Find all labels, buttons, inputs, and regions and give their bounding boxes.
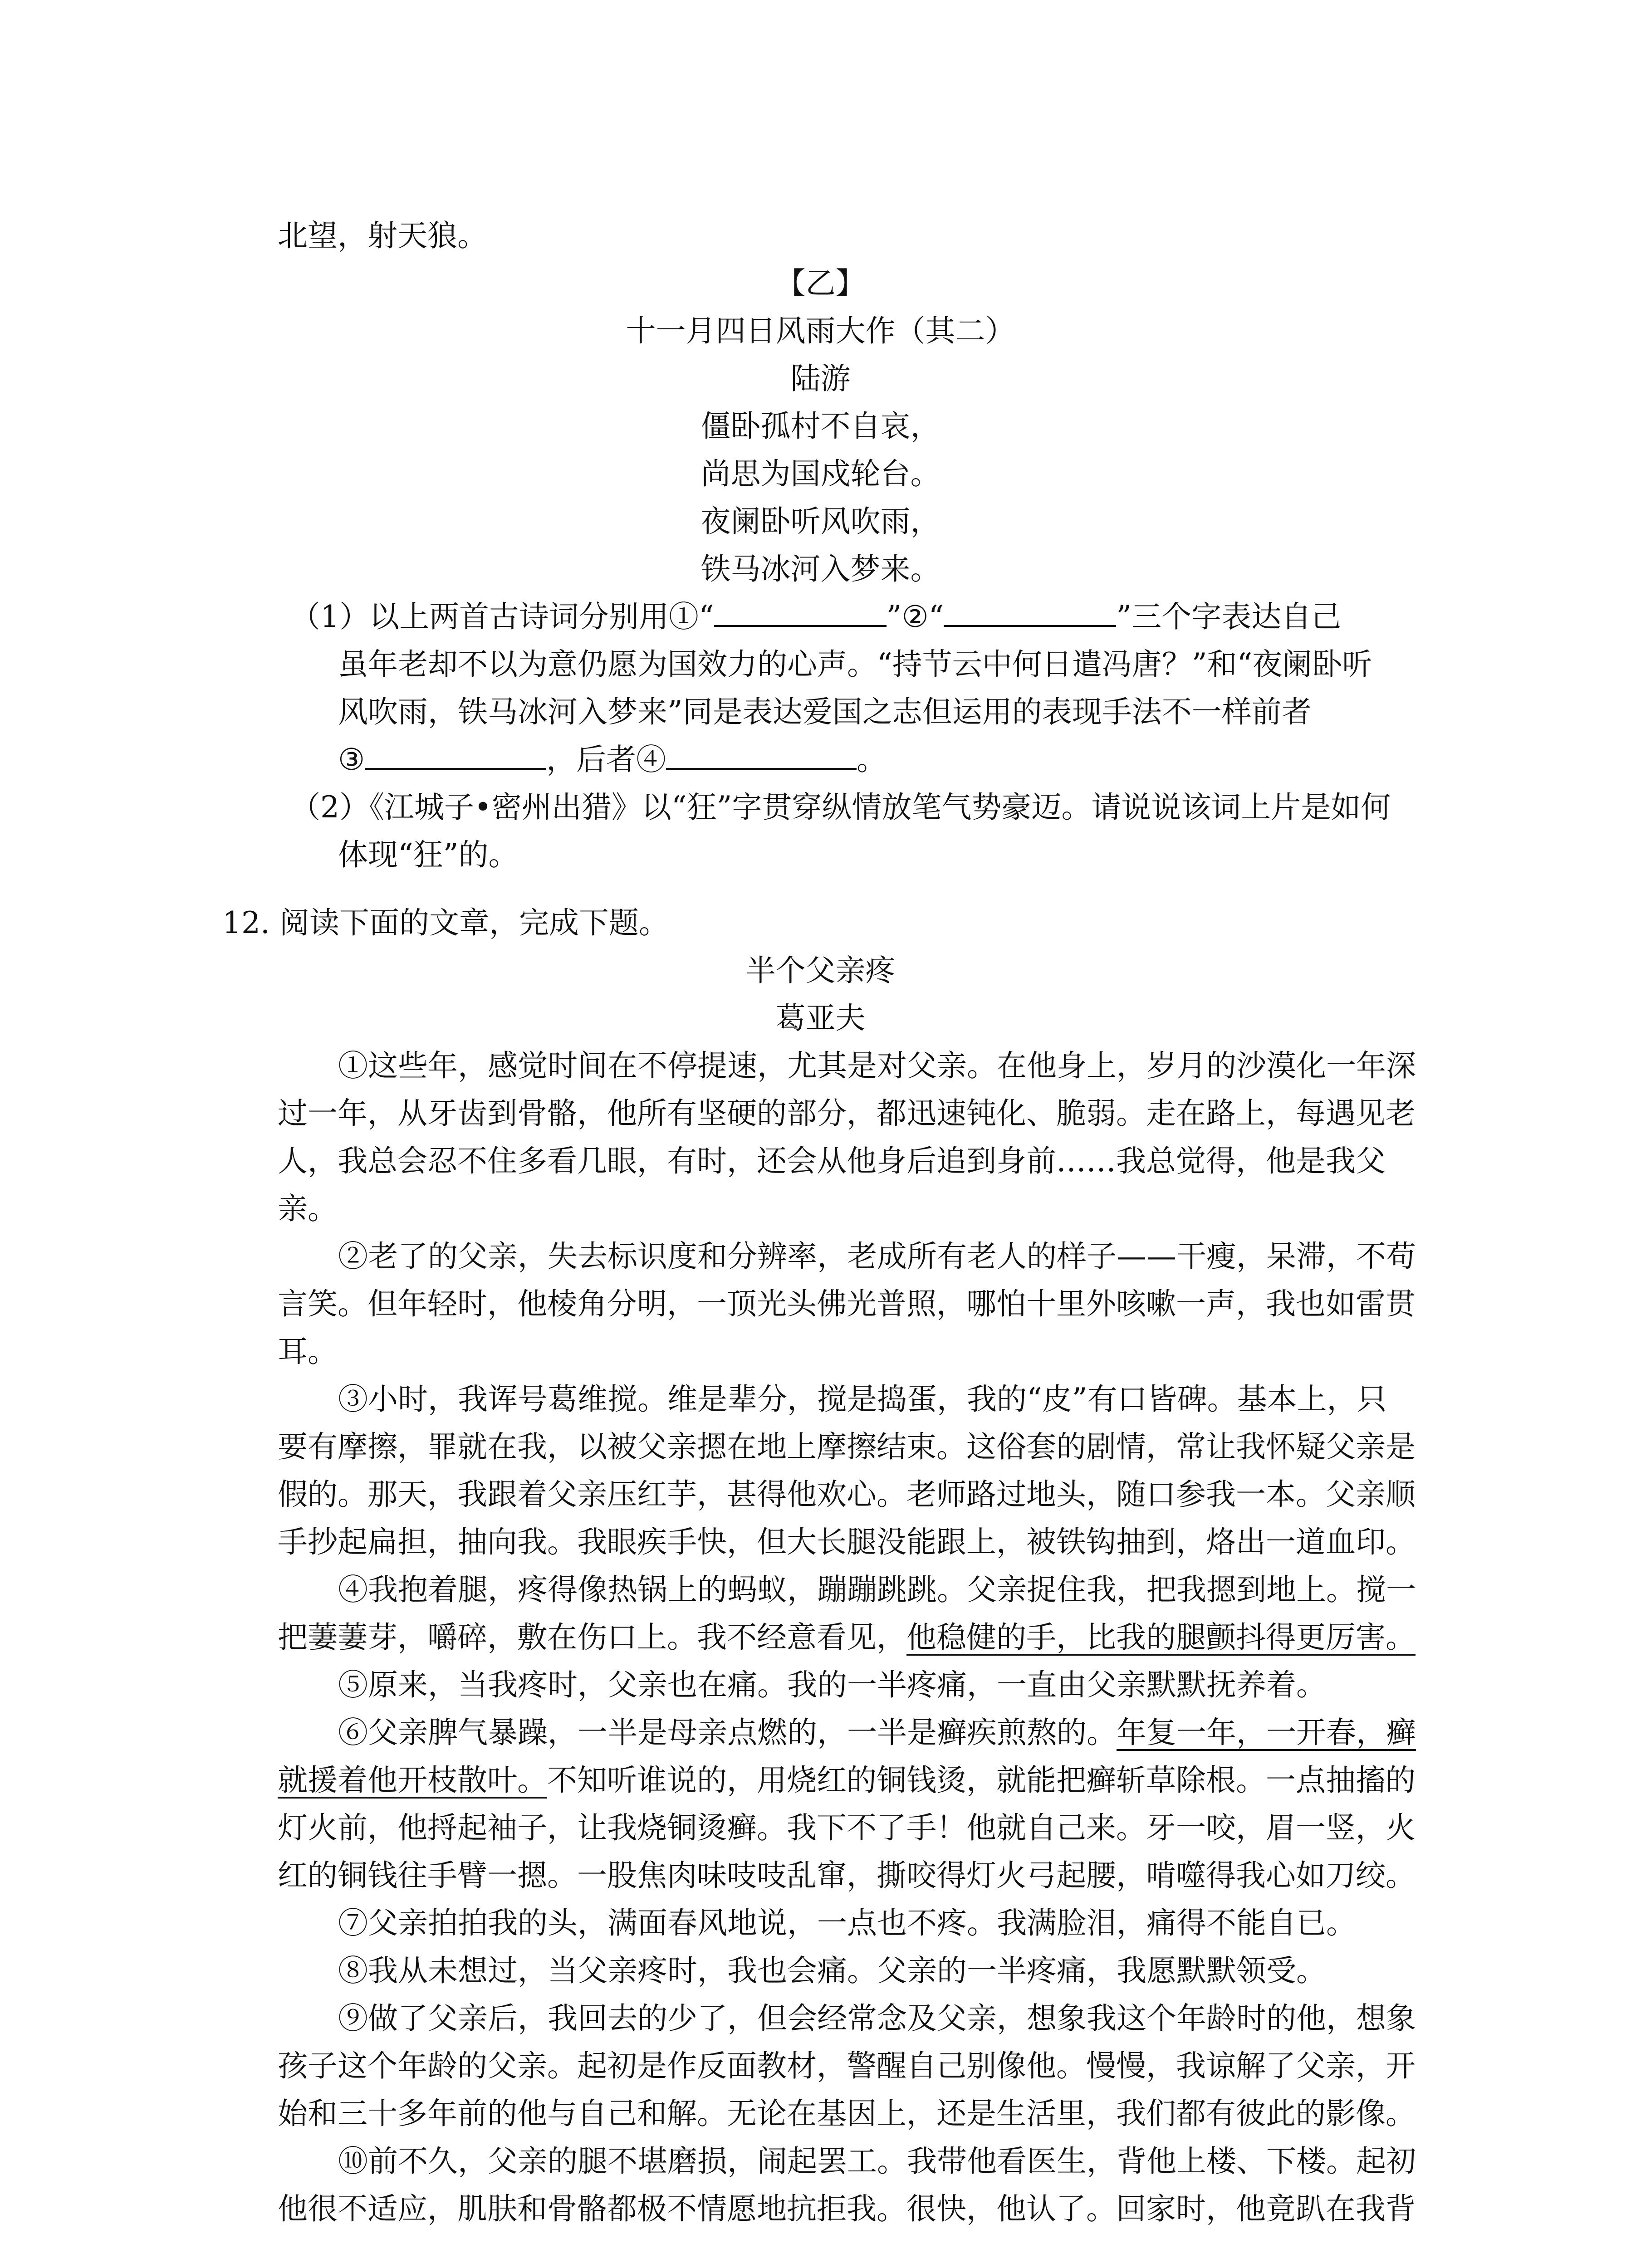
para-2-line-1: ②老了的父亲，失去标识度和分辨率，老成所有老人的样子——干瘦，呆滞，不苟	[338, 1239, 1416, 1274]
poem-jia-tail: 北望，射天狼。	[278, 218, 487, 253]
para-2-line-2: 言笑。但年轻时，他棱角分明，一顶光头佛光普照，哪怕十里外咳嗽一声，我也如雷贯	[278, 1286, 1416, 1321]
underlined-sentence-2b: 就援着他开枝散叶。	[278, 1763, 547, 1798]
q11-sub2-line-2: 体现“狂”的。	[338, 837, 519, 872]
para-6-line-2: 就援着他开枝散叶。不知听谁说的，用烧红的铜钱烫，就能把癣斩草除根。一点抽搐的	[278, 1763, 1416, 1798]
answer-blank-4[interactable]	[666, 737, 857, 770]
q11-sub2-line-1: （2）《江城子•密州出猎》以“狂”字贯穿纵情放笔气势豪迈。请说说该词上片是如何	[290, 790, 1391, 825]
para-3-line-3: 假的。那天，我跟着父亲压红芋，甚得他欢心。老师路过地头，随口参我一本。父亲顺	[278, 1477, 1416, 1512]
poem-yi-line-4: 铁马冰河入梦来。	[700, 552, 941, 587]
q11-sub2-number: （2）	[290, 790, 369, 825]
poem-yi-line-1: 僵卧孤村不自哀，	[700, 409, 941, 444]
para-1-line-1: ①这些年，感觉时间在不停提速，尤其是对父亲。在他身上，岁月的沙漠化一年深	[338, 1048, 1416, 1083]
para-1-line-3: 人，我总会忍不住多看几眼，有时，还会从他身后追到身前……我总觉得，他是我父	[278, 1144, 1386, 1178]
para-1-line-4: 亲。	[278, 1191, 338, 1226]
answer-blank-1[interactable]	[714, 594, 887, 627]
underlined-sentence-1: 他稳健的手，比我的腿颤抖得更厉害。	[906, 1620, 1416, 1655]
para-3-line-1: ③小时，我诨号葛维搅。维是辈分，搅是捣蛋，我的“皮”有口皆碑。基本上，只	[338, 1382, 1387, 1417]
para-10-line-1: ⑩前不久，父亲的腿不堪磨损，闹起罢工。我带他看医生，背他上楼、下楼。起初	[338, 2144, 1416, 2179]
poem-yi-author: 陆游	[790, 361, 851, 396]
poem-yi-marker: 【乙】	[775, 266, 866, 301]
para-3-line-2: 要有摩擦，罪就在我，以被父亲摁在地上摩擦结束。这俗套的剧情，常让我怀疑父亲是	[278, 1429, 1416, 1464]
poem-yi-title: 十一月四日风雨大作（其二）	[626, 313, 1015, 348]
q11-sub1-line-4: ③ ，后者④ 。	[338, 737, 887, 782]
poem-yi-line-3: 夜阑卧听风吹雨，	[700, 504, 941, 539]
article-title: 半个父亲疼	[745, 953, 896, 988]
answer-blank-3[interactable]	[365, 737, 546, 770]
answer-blank-2[interactable]	[944, 594, 1116, 627]
para-4-line-2: 把萋萋芽，嚼碎，敷在伤口上。我不经意看见，他稳健的手，比我的腿颤抖得更厉害。	[278, 1620, 1416, 1655]
para-6-line-3: 灯火前，他捋起袖子，让我烧铜烫癣。我下不了手！他就自己来。牙一咬，眉一竖，火	[278, 1810, 1416, 1845]
para-10-line-2: 他很不适应，肌肤和骨骼都极不情愿地抗拒我。很快，他认了。回家时，他竟趴在我背	[278, 2191, 1416, 2226]
para-2-line-3: 耳。	[278, 1334, 338, 1369]
underlined-sentence-2a: 年复一年，一开春，癣	[1117, 1715, 1416, 1750]
para-5: ⑤原来，当我疼时，父亲也在痛。我的一半疼痛，一直由父亲默默抚养着。	[338, 1667, 1326, 1702]
q11-sub1-number: （1）	[290, 599, 369, 634]
para-8: ⑧我从未想过，当父亲疼时，我也会痛。父亲的一半疼痛，我愿默默领受。	[338, 1953, 1326, 1988]
para-9-line-3: 始和三十多年前的他与自己和解。无论在基因上，还是生活里，我们都有彼此的影像。	[278, 2096, 1416, 2131]
para-3-line-4: 手抄起扁担，抽向我。我眼疾手快，但大长腿没能跟上，被铁钩抽到，烙出一道血印。	[278, 1525, 1416, 1559]
para-6-line-4: 红的铜钱往手臂一摁。一股焦肉味吱吱乱窜，撕咬得灯火弓起腰，啃噬得我心如刀绞。	[278, 1858, 1416, 1893]
q12-intro: 12. 阅读下面的文章，完成下题。	[222, 905, 669, 940]
para-9-line-2: 孩子这个年龄的父亲。起初是作反面教材，警醒自己别像他。慢慢，我谅解了父亲，开	[278, 2048, 1416, 2083]
para-6-line-1: ⑥父亲脾气暴躁，一半是母亲点燃的，一半是癣疾煎熬的。年复一年，一开春，癣	[338, 1715, 1416, 1750]
para-1-line-2: 过一年，从牙齿到骨骼，他所有坚硬的部分，都迅速钝化、脆弱。走在路上，每遇见老	[278, 1096, 1416, 1131]
article-author: 葛亚夫	[775, 1001, 866, 1036]
q11-sub1-line-1: （1）以上两首古诗词分别用①“ ”②“ ”三个字表达自己	[290, 594, 1341, 640]
para-4-line-1: ④我抱着腿，疼得像热锅上的蚂蚁，蹦蹦跳跳。父亲捉住我，把我摁到地上。搅一	[338, 1572, 1416, 1607]
para-9-line-1: ⑨做了父亲后，我回去的少了，但会经常念及父亲，想象我这个年龄时的他，想象	[338, 2001, 1416, 2036]
q11-sub1-line-3: 风吹雨，铁马冰河入梦来”同是表达爱国之志但运用的表现手法不一样前者	[338, 694, 1312, 729]
poem-yi-line-2: 尚思为国戍轮台。	[700, 456, 941, 491]
para-7: ⑦父亲拍拍我的头，满面春风地说，一点也不疼。我满脸泪，痛得不能自已。	[338, 1906, 1356, 1941]
q11-sub1-line-2: 虽年老却不以为意仍愿为国效力的心声。“持节云中何日遣冯唐？”和“夜阑卧听	[338, 647, 1372, 682]
